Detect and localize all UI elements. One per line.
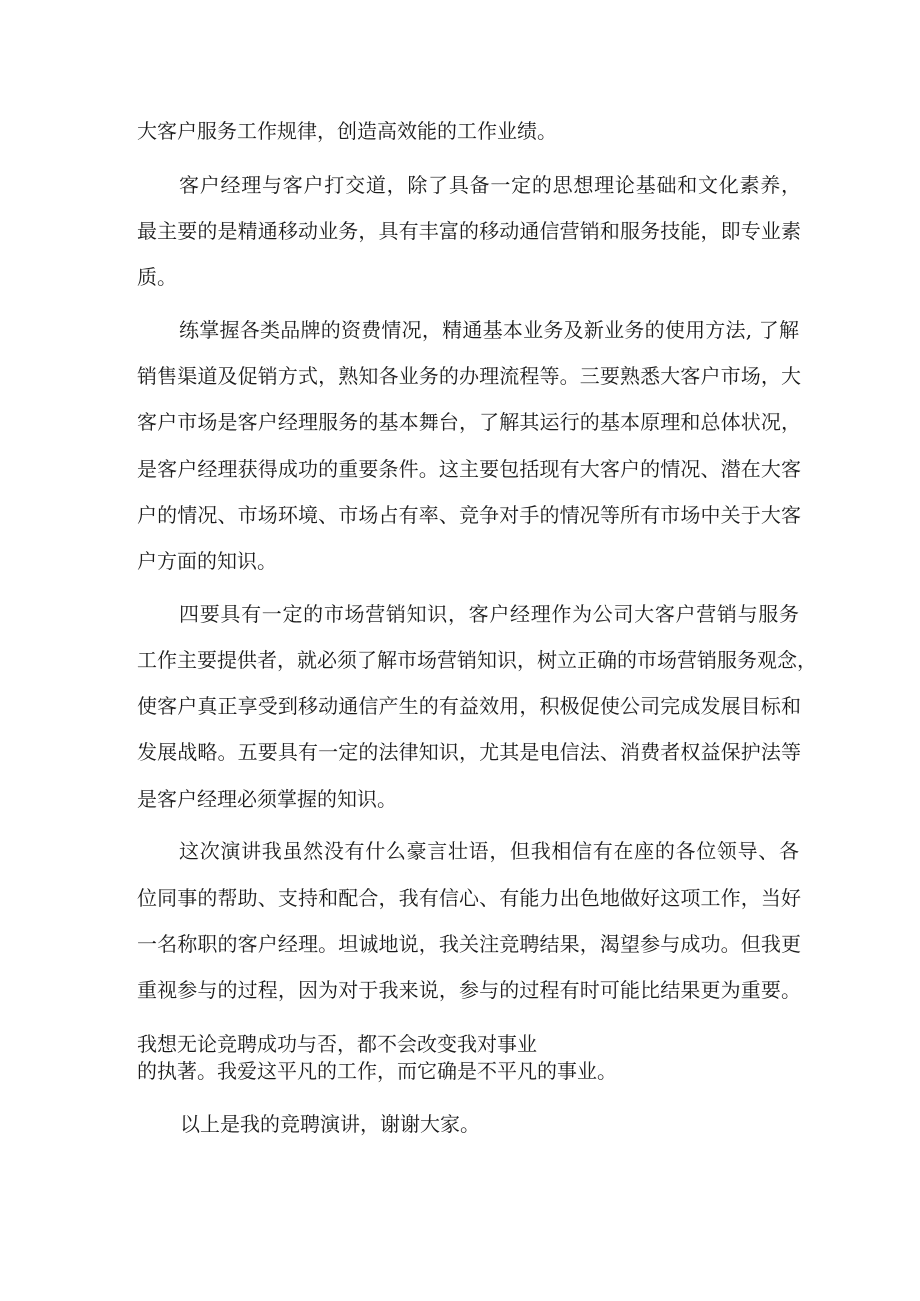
text-line: 我想无论竞聘成功与否，都不会改变我对事业 [137,1032,537,1056]
text-line: 重视参与的过程，因为对于我来说，参与的过程有时可能比结果更为重要。 [137,978,801,1002]
text-line: 户的情况、市场环境、市场占有率、竞争对手的情况等所有市场中关于大客 [137,503,801,527]
text-line: 一名称职的客户经理。坦诚地说，我关注竞聘结果，渴望参与成功。但我更 [137,932,801,956]
text-line: 练掌握各类品牌的资费情况，精通基本业务及新业务的使用方法, 了解 [179,318,799,342]
text-line: 最主要的是精通移动业务，具有丰富的移动通信营销和服务技能，即专业素 [137,219,801,243]
text-line: 客户经理与客户打交道，除了具备一定的思想理论基础和文化素养， [179,173,801,197]
text-line: 客户市场是客户经理服务的基本舞台，了解其运行的基本原理和总体状况， [137,410,801,434]
text-line: 质。 [137,265,177,289]
text-line: 是客户经理获得成功的重要条件。这主要包括现有大客户的情况、潜在大客 [137,457,801,481]
text-line: 的执著。我爱这平凡的工作，而它确是不平凡的事业。 [137,1059,617,1083]
text-line: 是客户经理必须掌握的知识。 [137,787,397,811]
text-line: 大客户服务工作规律，创造高效能的工作业绩。 [137,119,557,143]
text-line: 使客户真正享受到移动通信产生的有益效用，积极促使公司完成发展目标和 [137,694,801,718]
text-line: 位同事的帮助、支持和配合，我有信心、有能力出色地做好这项工作，当好 [137,886,801,910]
text-line: 四要具有一定的市场营销知识，客户经理作为公司大客户营销与服务 [179,602,799,626]
closing-line: 以上是我的竞聘演讲，谢谢大家。 [180,1112,480,1136]
text-line: 工作主要提供者，就必须了解市场营销知识，树立正确的市场营销服务观念， [137,648,817,672]
text-line: 这次演讲我虽然没有什么豪言壮语，但我相信有在座的各位领导、各 [179,839,799,863]
text-line: 发展战略。五要具有一定的法律知识，尤其是电信法、消费者权益保护法等 [137,740,801,764]
text-line: 销售渠道及促销方式，熟知各业务的办理流程等。三要熟悉大客户市场，大 [137,364,801,388]
text-line: 户方面的知识。 [137,549,277,573]
